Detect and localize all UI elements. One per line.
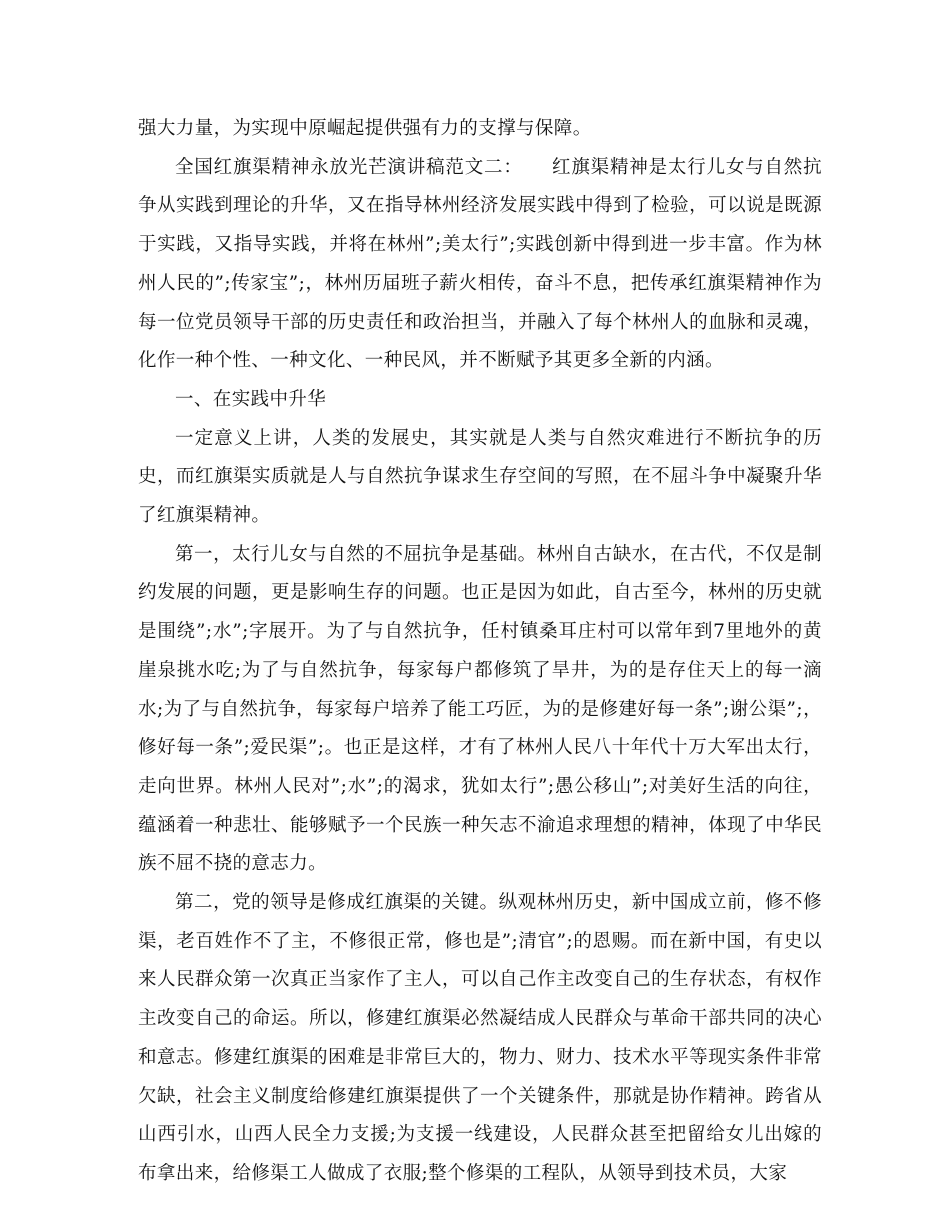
paragraph-speech-intro: 全国红旗渠精神永放光芒演讲稿范文二： 红旗渠精神是太行儿女与自然抗争从实践到理论的升华，又在指导林州经济发展实践中得到了检验，可以说是既源于实践，又指导实践，并将在林州”;美太行”;实践创新中得到进一步丰富。作为林州人民的”;传家宝”;，林州历届班子薪火相传，奋斗不息，把传承红旗渠精神作为每一位党员领导干部的历史责任和政治担当，并融入了每个林州人的血脉和灵魂，化作一种个性、一种文化、一种民风，并不断赋予其更多全新的内涵。 [138, 156, 822, 372]
paragraph-history: 一定意义上讲，人类的发展史，其实就是人类与自然灾难进行不断抗争的历史，而红旗渠实质就是人与自然抗争谋求生存空间的写照，在不屈斗争中凝聚升华了红旗渠精神。 [138, 427, 822, 527]
paragraph-continuation: 强大力量，为实现中原崛起提供强有力的支撑与保障。 [138, 118, 592, 139]
paragraph-point-two: 第二，党的领导是修成红旗渠的关键。纵观林州历史，新中国成立前，修不修渠，老百姓作不了主，不修很正常，修也是”;清官”;的恩赐。而在新中国，有史以来人民群众第一次真正当家作了主人，可以自己作主改变自己的生存状态，有权作主改变自己的命运。所以，修建红旗渠必然凝结成人民群众与革命干部共同的决心和意志。修建红旗渠的困难是非常巨大的，物力、财力、技术水平等现实条件非常欠缺，社会主义制度给修建红旗渠提供了一个关键条件，那就是协作精神。跨省从山西引水，山西人民全力支援;为支援一线建设，人民群众甚至把留给女儿出嫁的布拿出来，给修渠工人做成了衣服;整个修渠的工程队，从领导到技术员，大家 [138, 892, 822, 1184]
document-body [138, 110, 822, 1194]
paragraph-point-one: 第一，太行儿女与自然的不屈抗争是基础。林州自古缺水，在古代，不仅是制约发展的问题，更是影响生存的问题。也正是因为如此，自古至今，林州的历史就是围绕”;水”;字展开。为了与自然抗争，任村镇桑耳庄村可以常年到7里地外的黄崖泉挑水吃;为了与自然抗争，每家每户都修筑了旱井，为的是存住天上的每一滴水;为了与自然抗争，每家每户培养了能工巧匠，为的是修建好每一条”;谢公渠”;，修好每一条”;爱民渠”;。也正是这样，才有了林州人民八十年代十万大军出太行，走向世界。林州人民对”;水”;的渴求，犹如太行”;愚公移山”;对美好生活的向往，蕴涵着一种悲壮、能够赋予一个民族一种矢志不渝追求理想的精神，体现了中华民族不屈不挠的意志力。 [138, 543, 822, 875]
section-heading: 一、在实践中升华 [175, 388, 327, 410]
